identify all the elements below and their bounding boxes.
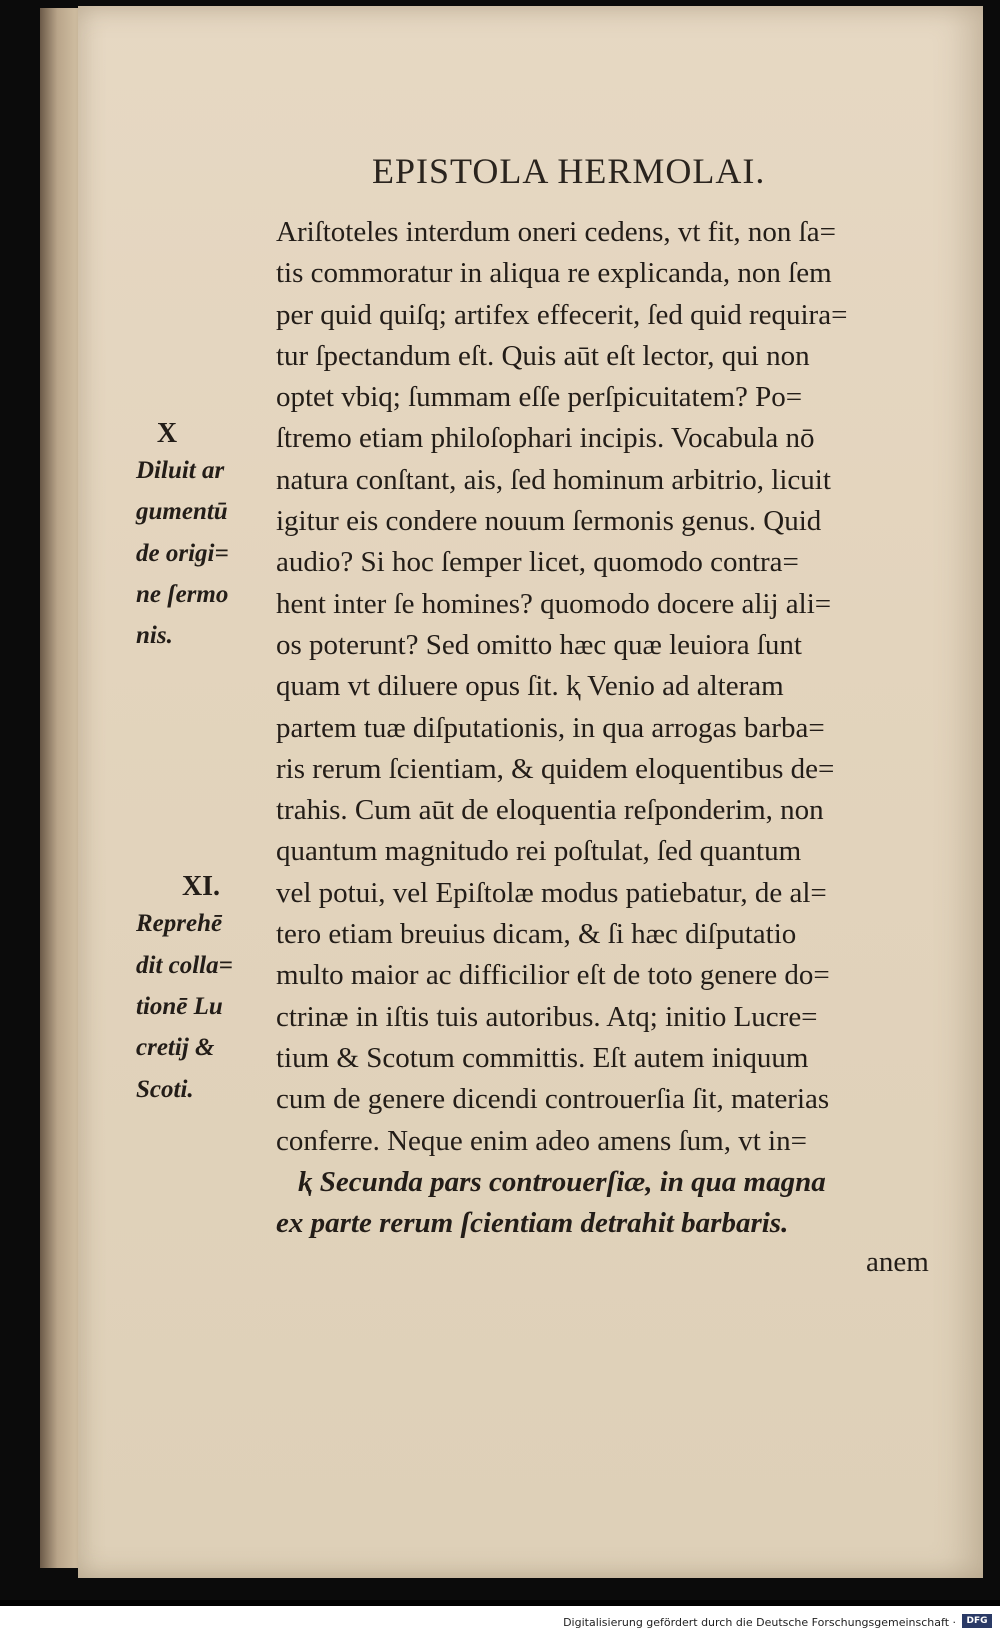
gloss-line: ex parte rerum ſcientiam detrahit barbaris. xyxy=(276,1207,789,1240)
margin-note-line: gumentū xyxy=(136,498,228,526)
text-line: ctrinæ in iſtis tuis autoribus. Atq; initio Lucre= xyxy=(276,1000,818,1033)
margin-number: X xyxy=(156,418,178,449)
text-line: partem tuæ diſputationis, in qua arrogas barba= xyxy=(276,711,825,744)
text-line: trahis. Cum aūt de eloquentia reſponderim, non xyxy=(276,794,824,827)
text-line: tis commoratur in aliqua re explicanda, non ſem xyxy=(276,257,832,290)
text-line: vel potui, vel Epiſtolæ modus patiebatur, de al= xyxy=(276,876,827,909)
catchword: anem xyxy=(866,1246,929,1278)
running-header: EPISTOLA HERMOLAI. xyxy=(372,151,766,191)
margin-note-line: tionē Lu xyxy=(136,993,223,1021)
text-line: audio? Si hoc ſemper licet, quomodo contra= xyxy=(276,546,799,579)
text-line: tium & Scotum committis. Eſt autem iniquum xyxy=(276,1041,809,1074)
margin-note-line: ne ſermo xyxy=(136,580,229,608)
text-line: cum de genere dicendi controuerſia ſit, materias xyxy=(276,1083,830,1116)
text-line: quam vt diluere opus ſit. ⱪ Venio ad alteram xyxy=(276,670,784,703)
margin-note-line: cretij & xyxy=(136,1034,215,1062)
text-line: optet vbiq; ſummam eſſe perſpicuitatem? Po= xyxy=(276,381,803,414)
margin-note-line: Scoti. xyxy=(136,1075,194,1103)
main-text-block xyxy=(276,212,946,1244)
gloss-line: ⱪ Secunda pars controuerſiæ, in qua magna xyxy=(298,1165,826,1198)
text-line: natura conſtant, ais, ſed hominum arbitrio, licuit xyxy=(276,463,831,496)
text-line: per quid quiſq; artifex effecerit, ſed quid requira= xyxy=(276,298,848,331)
margin-note-line: dit colla= xyxy=(136,951,233,979)
text-line: ris rerum ſcientiam, & quidem eloquentibus de= xyxy=(276,752,835,785)
margin-note-line: nis. xyxy=(136,622,173,650)
margin-number: XI. xyxy=(181,871,221,903)
text-line: Ariſtoteles interdum oneri cedens, vt fit, non ſa= xyxy=(276,216,836,248)
text-line: multo maior ac difficilior eſt de toto genere do= xyxy=(276,959,830,992)
text-line: igitur eis condere nouum ſermonis genus. Quid xyxy=(276,505,822,538)
text-line: tur ſpectandum eſt. Quis aūt eſt lector, qui non xyxy=(276,339,810,372)
margin-note-line: Diluit ar xyxy=(136,457,225,484)
margin-note-line: Reprehē xyxy=(136,910,223,938)
text-line: quantum magnitudo rei poſtulat, ſed quantum xyxy=(276,835,802,868)
footer-credit: Digitalisierung gefördert durch die Deutsche Forschungsgemeinschaft · xyxy=(563,1616,956,1629)
text-line: tero etiam breuius dicam, & ſi hæc diſputatio xyxy=(276,918,797,951)
text-line: os poterunt? Sed omitto hæc quæ leuiora ſunt xyxy=(276,628,802,661)
dfg-logo: DFG xyxy=(962,1614,992,1628)
margin-notes xyxy=(136,418,261,1110)
text-line: hent inter ſe homines? quomodo docere alij ali= xyxy=(276,587,832,620)
text-line: ſtremo etiam philoſophari incipis. Vocabula nō xyxy=(276,422,815,455)
margin-note-line: de origi= xyxy=(136,539,229,567)
text-line: conferre. Neque enim adeo amens ſum, vt in= xyxy=(276,1124,807,1157)
